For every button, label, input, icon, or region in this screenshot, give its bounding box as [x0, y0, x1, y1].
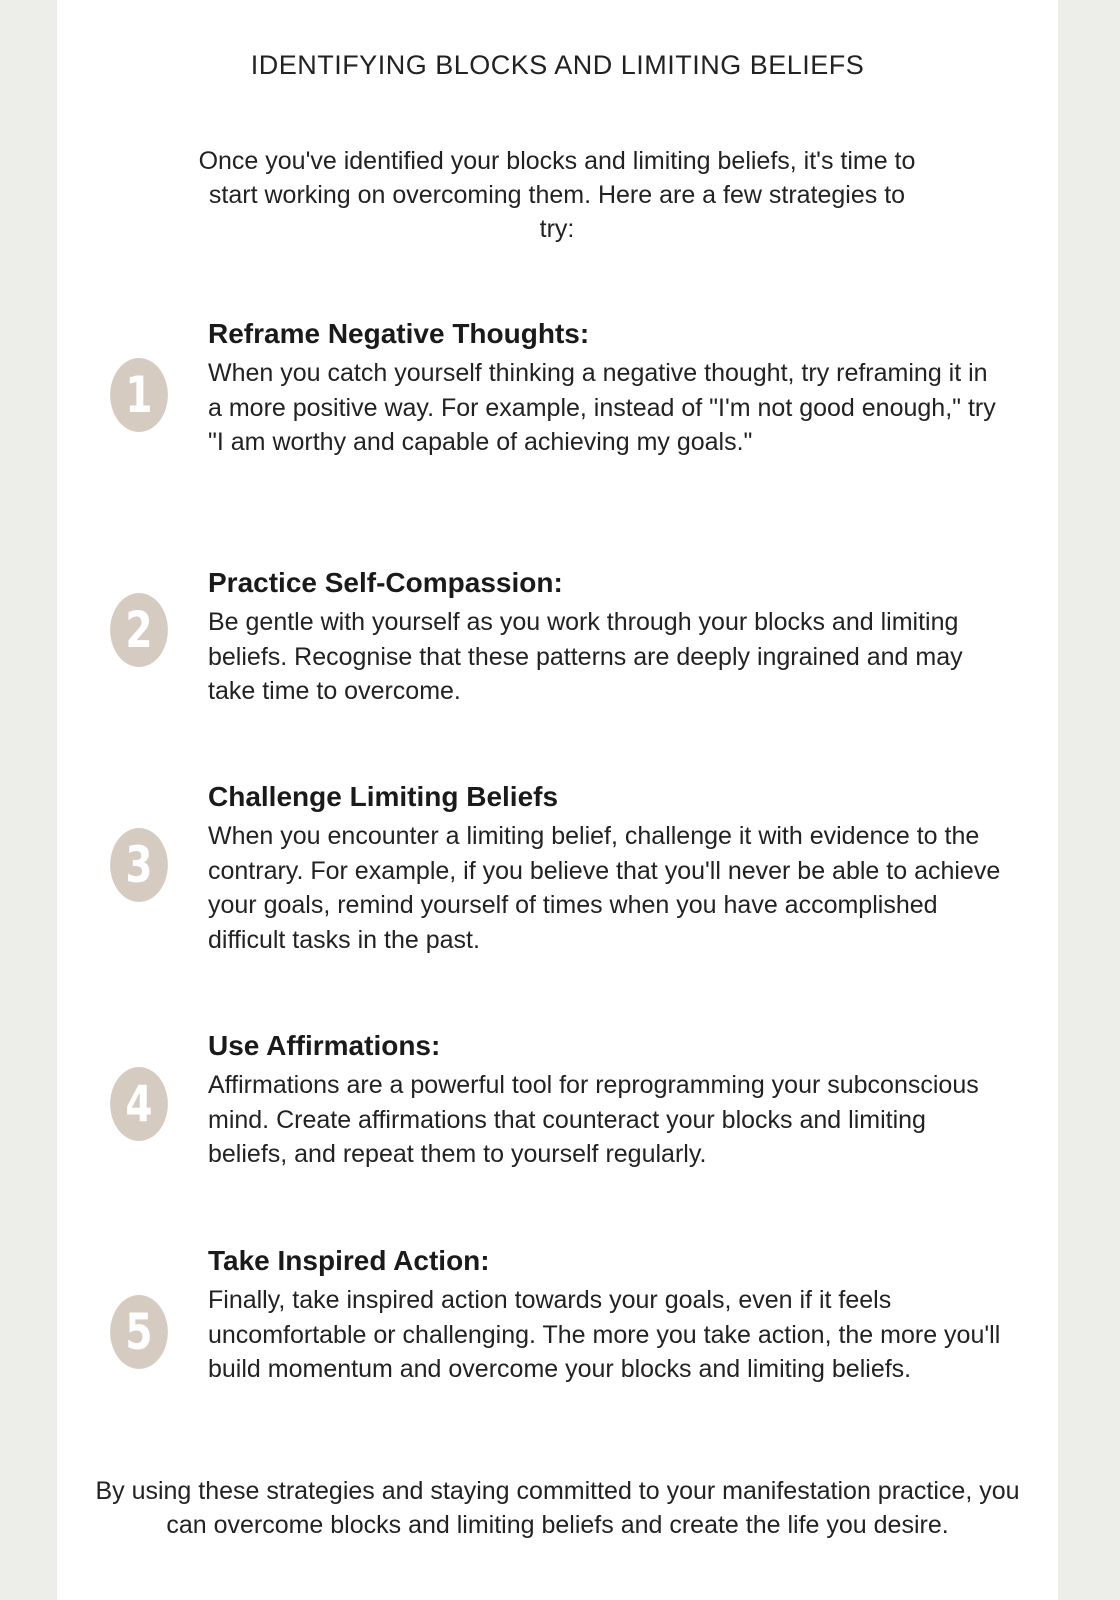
closing-paragraph: By using these strategies and staying committed to your manifestation practice, you can overcome blocks and limiting beliefs and create the life you desire.	[95, 1477, 1020, 1539]
number-badge-3: 3	[110, 828, 168, 902]
document-page	[57, 0, 1058, 1600]
strategy-title-5: Take Inspired Action:	[208, 1245, 490, 1276]
strategy-body-4: Affirmations are a powerful tool for reprogramming your subconscious mind. Create affirmations that counteract your blocks and limiting beliefs, and repeat them to yourself regularly.	[208, 1071, 979, 1168]
strategy-title-4: Use Affirmations:	[208, 1030, 441, 1061]
page-title: IDENTIFYING BLOCKS AND LIMITING BELIEFS	[250, 50, 865, 80]
number-badge-5: 5	[110, 1295, 168, 1369]
strategy-title-1: Reframe Negative Thoughts:	[208, 318, 590, 349]
strategy-title-2: Practice Self-Compassion:	[208, 567, 563, 598]
number-badge-1: 1	[110, 358, 168, 432]
strategy-body-5: Finally, take inspired action towards your goals, even if it feels uncomfortable or challenging. The more you take action, the more you'll build momentum and overcome your blocks and limiting beliefs.	[208, 1286, 1001, 1383]
strategy-body-1: When you catch yourself thinking a negative thought, try reframing it in a more positive way. For example, instead of "I'm not good enough," try "I am worthy and capable of achieving my goals."	[208, 359, 996, 456]
strategy-body-2: Be gentle with yourself as you work through your blocks and limiting beliefs. Recognise that these patterns are deeply ingrained and may take time to overcome.	[208, 608, 963, 705]
strategy-body-3: When you encounter a limiting belief, challenge it with evidence to the contrary. For example, if you believe that you'll never be able to achieve your goals, remind yourself of times when you have accomplished difficult tasks in the past.	[208, 822, 1001, 954]
number-badge-2: 2	[110, 593, 168, 667]
intro-paragraph: Once you've identified your blocks and limiting beliefs, it's time to start working on overcoming them. Here are a few strategies to try:	[198, 147, 916, 243]
number-badge-4: 4	[110, 1067, 168, 1141]
strategy-title-3: Challenge Limiting Beliefs	[208, 781, 559, 812]
